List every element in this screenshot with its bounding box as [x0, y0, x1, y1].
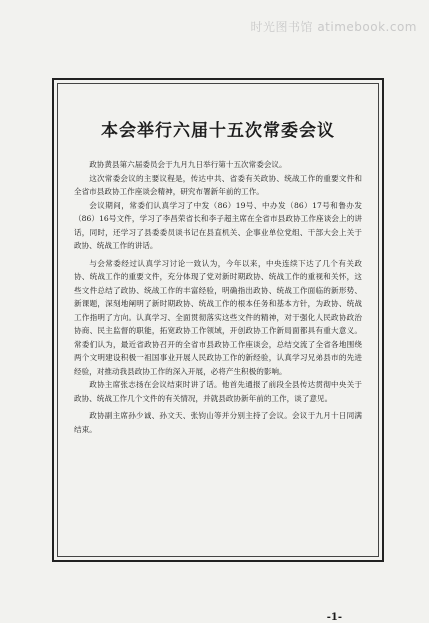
page-title: 本会举行六届十五次常委会议 [101, 121, 335, 141]
article-body [74, 158, 362, 436]
paragraph: 会议期间，常委们认真学习了中发（86）19号、中办发（86）17号和鲁办发（86）16号文件，学习了李昌荣省长和李子超主席在全省市县政协工作座谈会上的讲话，同时，还学习了县委委员谈书记在县直机关、企事业单位党组、干部大会上关于政协、统战工作的讲话。 [74, 200, 362, 250]
watermark: 时光图书馆 atimebook.com [250, 20, 417, 34]
paragraph: 政协副主席孙少诚、孙文天、张钧山等并分别主持了会议。会议于九月十日同满结束。 [74, 411, 362, 434]
paragraph: 政协主席张志扬在会议结束时讲了话。他首先通报了前段全县传达贯彻中央关于政协、统战工作几个文件的有关情况，并就县政协新年前的工作，谈了意见。 [74, 380, 362, 403]
paragraph: 政协黄县第六届委员会于九月九日举行第十五次常委会议。 [89, 160, 287, 169]
paragraph: 这次常委会议的主要议程是，传达中共、省委有关政协、统战工作的重要文件和全省市县政协工作座谈会精神，研究布署新年前的工作。 [74, 173, 362, 196]
page-frame [52, 78, 384, 623]
page-number: -1- [326, 612, 342, 623]
paragraph: 与会常委经过认真学习讨论一致认为，今年以来，中央连续下达了几个有关政协、统战工作的重要文件，充分体现了党对新时期政协、统战工作的重视和关怀，这些文件总结了政协、统战工作的丰富经验，明确指出政协、统战工作面临的新形势、新课题，深刻地阐明了新时期政协、统战工作的根本任务和基本方针，为政协、统战工作指明了方向。认真学习、全面贯彻落实这些文件的精神，对于强化人民政协政治协商、民主监督的职能，拓宽政协工作领域，开创政协工作新局面都具有重大意义。常委们认为，最近省政协召开的全省市县政协工作座谈会，总结交流了全省各地围绕两个文明建设积极一祖国事业开展人民政协工作的新经验，认真学习兄弟县市的先进经验，对推动我县政协工作的深入开展，必将产生积极的影响。 [74, 258, 362, 376]
